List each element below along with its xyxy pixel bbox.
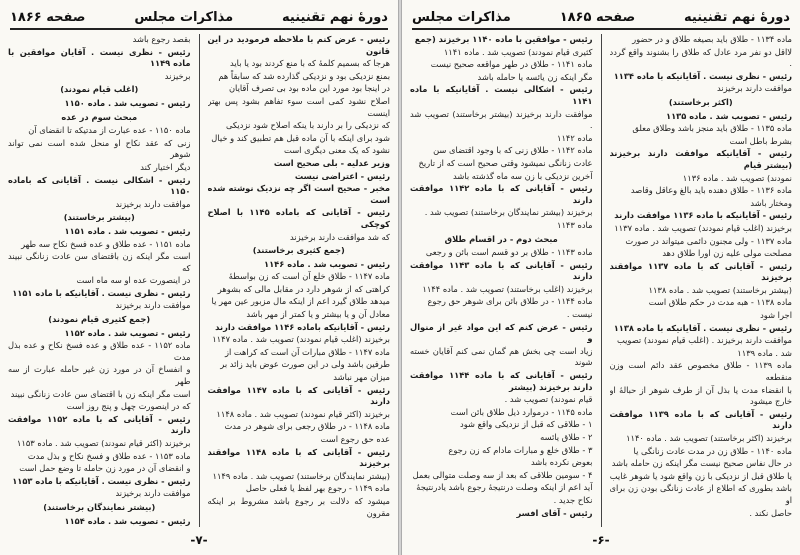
text-line: در اینجا بود مورد این ماده بود بی تصرف آقایان — [228, 83, 390, 94]
text-line: رئیس - تصویب شد . ماده ۱۱۵۰ — [64, 97, 191, 108]
text-line: برخیزند (اغلب قیام نمودند) تصویب شد . ماده ۱۱۳۷ — [614, 222, 792, 233]
text-line: ماده ۱۱۴۷ - طلاق خلع آن است که زن بواسطهٔ — [228, 271, 390, 282]
text-line: رئیس - آقایانی که با ماده ۱۱۴۷ موافقت دارند — [207, 384, 390, 407]
text-line: بقصد رجوع باشد — [132, 34, 191, 44]
text-line: رئیس - نظری نیست . آقایانیکه با ماده ۱۱۵۳ — [12, 475, 191, 486]
text-line: رئیس - تصویب شد . ماده ۱۱۵۴ — [64, 515, 191, 526]
text-line: که شد موافقت دارند برخیزند — [289, 231, 390, 242]
text-line: رئیس - آقایانیکه موافقت دارند برخیزند (بیشتر قیام — [609, 148, 792, 170]
text-line: شد . ماده ۱۱۳۹ — [737, 347, 792, 358]
text-line: رئیس - اشکالی نیست . آقایانی که باماده ۱۱۵۰ — [8, 174, 191, 197]
right-page-column-right — [610, 34, 793, 527]
text-line: مخبر - صحیح است اگر چه نزدیک نوشته شده است — [207, 183, 390, 205]
text-line: میزان مهر نباشد — [333, 372, 390, 383]
text-line: ومختار باشد — [750, 197, 792, 208]
text-line: ماده ۱۱۳۴ - طلاق باید بصیغه طلاق و در حضور — [632, 34, 792, 44]
left-page-number-label: صفحه ۱۸۶۶ — [10, 9, 86, 25]
left-page-column-right — [208, 34, 391, 527]
left-page-columns — [8, 34, 390, 527]
text-line: نیست . — [566, 309, 593, 320]
text-line: رئیس - آقایانی که با ماده ۱۱۴۴ موافقت دارند برخیزند (بیشتر — [410, 370, 593, 392]
text-line: عده حق رجوع است — [320, 434, 390, 444]
text-line: موافقت دارند برخیزند — [115, 488, 191, 499]
text-line: در حال نفاس صحیح نیست مگر اینکه زن حامله باشد — [611, 458, 792, 469]
left-page-column-left — [8, 34, 191, 527]
text-line: (اکثر برخاستند) — [668, 96, 733, 107]
text-line: ماده ۱۱۵۱ - عده طلاق و عده فسخ نکاح سه طهر — [21, 238, 191, 249]
text-line: در اینصورت عده او سه ماه است — [76, 275, 191, 286]
text-line: ۳ - طلاق خلع و مبارات مادام که زن رجوع — [448, 444, 593, 455]
text-line: که نزدیکی را بر دارند با ینکه اصلاح شود نزدیکی — [225, 120, 390, 131]
text-line: میدهد طلاق گیرد اعم از اینکه مال مزبور عین مهر یا — [211, 296, 390, 307]
text-line: بشرط باطل است — [729, 135, 792, 146]
text-line: ماده ۱۱۴۱ - طلاق در طهر مواقعه صحیح نیست — [430, 59, 593, 70]
text-line: کراهتی که از شوهر دارد در مقابل مالی که بشوهر — [217, 283, 390, 294]
text-line: نکاح جدید . — [553, 494, 593, 505]
text-line: ماده ۱۱۴۲ - طلاق زنی که با وجود اقتضای سن — [433, 145, 593, 156]
text-line: ۴ - سومین طلاقی که بعد از سه وصلت متوالی بعمل — [412, 469, 593, 480]
text-line: رئیس - اشکالی نیست . آقایانیکه با ماده ۱۱۴۱ — [410, 84, 593, 106]
text-line: ماده ۱۱۴۵ - درموارد ذیل طلاق بائن است — [450, 406, 593, 417]
text-line: ماده ۱۱۳۵ - طلاق باید منجز باشد وطلاق معلق — [632, 123, 792, 134]
text-line: و انفساخ آن در مورد زن غیر حامله عبارت از سه طهر — [8, 364, 191, 387]
text-line: وزیر عدلیه - بلی صحیح است — [273, 157, 390, 168]
left-page-title: مذاکرات مجلس — [134, 9, 234, 25]
text-line: بمنع نزدیکی بود و نزدیکی گذارده شد که سابقاً هم — [218, 70, 390, 81]
text-line: (بیشتر برخاستند) تصویب شد . ماده ۱۱۳۸ — [648, 284, 792, 295]
text-line: رئیس - آقایانی که با ماده ۱۱۴۸ موافقند برخیزند — [207, 446, 390, 469]
text-line: اجرا شود — [760, 310, 792, 321]
column-divider — [199, 34, 200, 527]
text-line: لااقل دو نفر مرد عادل که طلاق را بشنوند واقع گردد . — [609, 46, 792, 69]
text-line: رئیس - نظری نیست . آقایانیکه با ماده ۱۱۳۴ — [613, 70, 792, 81]
text-line: رئیس - آقایانی که باماده ۱۱۴۵ با اصلاح کوچکی — [207, 207, 390, 229]
text-line: موافقت دارند برخیزند — [115, 198, 191, 209]
text-line: است مگر اینکه زن باقتضای سن عادت زنانگی نبیند که — [8, 251, 191, 273]
text-line: (بیشتر نمایندگان برخاستند) — [43, 501, 156, 512]
text-line: ماده ۱۱۳۶ - طلاق دهنده باید بالغ وعاقل وقاصد — [630, 185, 792, 196]
text-line: شود برای اینکه با آن ماده قبل هم تطبیق کند و خیال — [211, 132, 390, 143]
text-line: رئیس - تصویب شد . ماده ۱۱۴۶ — [264, 258, 390, 269]
text-line: قیام نمودند) تصویب شد . — [504, 394, 593, 405]
right-page-number-label: صفحه ۱۸۶۵ — [559, 9, 636, 25]
text-line: مبحث دوم - در اقسام طلاق — [444, 233, 558, 244]
text-line: موافقت دارند برخیزند . (اغلب قیام نمودند) تصویب — [616, 335, 792, 346]
text-line: طرفین باشد ولی در این صورت عوض باید زائد بر — [220, 359, 390, 370]
text-line: ماده ۱۱۴۳ - طلاق بر دو قسم است بائن و رجعی — [425, 247, 593, 258]
text-line: با انقضاء مدت یا بذل آن از طرف شوهر از حبالهٔ او خارج میشود — [609, 384, 792, 407]
text-line: رئیس - نظری نیست . آقایانیکه با ماده ۱۱۳۸ — [613, 322, 792, 333]
text-line: (جمع کثیری قیام نمودند) — [48, 314, 151, 325]
text-line: موافقت دارند برخیزند — [115, 300, 191, 311]
text-line: زیاد است چی بخش هم گمان نمی کنم آقایان خسته شوند — [410, 345, 593, 368]
text-line: رئیس - آقایانی که با ماده ۱۱۴۳ موافقت دارند — [410, 259, 593, 282]
left-page — [0, 0, 399, 555]
left-page-folio: -۷- — [190, 533, 208, 547]
text-line: رئیس - تصویب شد . ماده ۱۱۳۵ — [666, 110, 792, 121]
text-line: (اغلب قیام نمودند) — [60, 84, 139, 95]
text-line: حاصل نکند . — [749, 507, 792, 518]
text-line: آید اعم از اینکه وصلت درنتیجهٔ رجوع باشد یادرنتیجهٔ — [416, 482, 593, 493]
text-line: رئیس - آقایانی که با ماده ۱۱۵۲ موافقت دارند — [8, 413, 191, 436]
text-line: برخیزند (بیشتر نمایندگان برخاستند) تصویب شد . — [424, 207, 593, 218]
text-line: برخیزند (اکثر برخاستند) تصویب شد . ماده ۱۱۴۰ — [626, 433, 792, 443]
text-line: ماده ۱۱۵۰ - عده عبارت از مدتیکه تا انقضای آن — [28, 125, 191, 136]
text-line: ماده ۱۱۳۸ - هبه مدت در حکم طلاق است — [648, 297, 792, 308]
right-page-folio: -۶- — [592, 533, 610, 547]
right-page-title: مذاکرات مجلس — [412, 9, 511, 25]
text-line: موافقت دارند برخیزند — [716, 83, 792, 94]
text-line: زنی که عقد نکاح او منحل شده است نمی تواند شوهر — [8, 137, 191, 160]
text-line: رئیس - تصویب شد . ماده ۱۱۵۱ — [64, 225, 191, 236]
text-line: (بیشتر نمایندگان برخاستند) تصویب شد . ماده ۱۱۴۹ — [212, 470, 390, 481]
text-line: برخیزند — [164, 70, 191, 81]
text-line: رئیس - نظری نیست . آقایان موافقین با ماده ۱۱۴۹ — [8, 46, 191, 69]
text-line: برخیزند (اکثر قیام نمودند) تصویب شد . ماده ۱۱۴۸ — [216, 408, 390, 419]
text-line: یا طلاق قبل از نزدیکی با زن واقع شود یا شوهر غایب — [609, 470, 792, 481]
text-line: ماده ۱۱۴۴ - در طلاق بائن برای شوهر حق رجوع — [427, 296, 593, 307]
text-line: هرجا که بسمیم کلمهٔ که با منع کردند بود یا باید — [230, 58, 390, 69]
right-page-session: دورهٔ نهم تقنینیه — [684, 9, 790, 25]
text-line: رئیس - آقایانی که با ماده ۱۱۴۲ موافقت دارند — [410, 183, 593, 205]
text-line: است مگر اینکه زن با اقتضای سن عادت زنانگی نبیند — [10, 388, 191, 399]
text-line: نمودند) تصویب شد . ماده ۱۱۳۶ — [682, 172, 792, 183]
text-line: نشود که یک معنی دیگری است — [284, 145, 390, 156]
right-page-column-left — [410, 34, 593, 527]
text-line: ماده ۱۱۴۳ — [557, 219, 593, 230]
text-line: که در اینصورت چهل و پنج روز است — [66, 401, 191, 412]
text-line: رئیس - عرض کنم که این مواد غیر از منوال و — [410, 321, 593, 344]
text-line: موافقت دارند برخیزند (بیشتر برخاستند) تصویب شد . — [410, 108, 593, 131]
left-page-header — [10, 6, 388, 30]
text-line: بعوض نکرده باشد — [530, 457, 593, 468]
text-line: رئیس - موافقین با ماده ۱۱۴۰ برخیزند (جمع — [414, 34, 593, 44]
text-line: ماده ۱۱۴۷ - طلاق مبارات آن است که کراهت از — [224, 346, 390, 357]
text-line: ماده ۱۱۳۹ - طلاق مخصوص عقد دائم است وزن منقطعه — [609, 360, 792, 383]
text-line: مگر اینکه زن یائسه یا حامله باشد — [477, 71, 593, 82]
text-line: ۲ - طلاق یائسه — [540, 432, 593, 442]
text-line: مصلحت مولی علیه زن اورا طلاق دهد — [662, 248, 792, 259]
left-page-session: دورهٔ نهم تقنینیه — [282, 9, 388, 25]
text-line: باشد بطوری که اطلاع از عادت زنانگی بودن زن برای او — [609, 483, 792, 505]
text-line: ماده ۱۱۴۸ - در طلاق رجعی برای شوهر در مدت — [224, 421, 390, 432]
text-line: ماده ۱۱۴۲ — [557, 132, 593, 143]
right-page-header — [412, 6, 790, 30]
text-line: (جمع کثیری برخاستند) — [252, 245, 345, 256]
text-line: رئیس - اعتراضی نیست — [294, 170, 390, 181]
text-line: ماده ۱۱۴۰ - طلاق زن در مدت عادت زنانگی یا — [633, 445, 792, 456]
text-line: کثیری قیام نمودند) تصویب شد . ماده ۱۱۴۱ — [443, 46, 593, 57]
text-line: رئیس - تصویب شد . ماده ۱۱۵۲ — [64, 327, 191, 338]
text-line: مبحث سوم در عده — [61, 111, 138, 122]
text-line: ۱ - طلاقی که قبل از نزدیکی واقع شود — [460, 419, 593, 430]
text-line: رئیس - آقایانیکه باماده ۱۱۴۶ موافقت دارند — [215, 321, 390, 332]
text-line: دیگر اختیار کند — [140, 161, 191, 172]
text-line: رئیس - آقای افسر — [516, 507, 593, 518]
text-line: میشود که دلالت بر رجوع باشد مشروط بر اینکه مقرون — [207, 495, 390, 518]
text-line: رئیس - عرض کنم با ملاحظه فرمودید در این قانون — [207, 34, 390, 56]
text-line: برخیزند (اکثر قیام نمودند) تصویب شد . ماده ۱۱۵۳ — [16, 438, 191, 448]
text-line: ماده ۱۱۴۹ - رجوع بهر لفظ یا فعلی حاصل — [245, 483, 390, 494]
text-line: ماده ۱۱۳۷ - ولی مجنون دائمی میتواند در صورت — [625, 235, 792, 246]
text-line: رئیس - نظری نیست . آقایانیکه با ماده ۱۱۵۱ — [12, 287, 191, 298]
text-line: آخرین نزدیکی با زن سه ماه گذشته باشد — [453, 170, 593, 181]
text-line: اصلاح نشود کمی است سوء تفاهم بشود پس بهتر اینست — [207, 95, 390, 118]
text-line: ماده ۱۱۵۲ - عده طلاق و عده فسخ نکاح و عده بذل مدت — [8, 340, 191, 362]
column-divider — [601, 34, 602, 527]
text-line: رئیس - آقایانی که با ماده ۱۱۳۹ موافقت دارند — [609, 408, 792, 431]
text-line: رئیس - آقایانیکه با ماده ۱۱۳۶ موافقت دارند — [614, 210, 792, 221]
text-line: برخیزند (اغلب برخاستند) تصویب شد . ماده ۱۱۴۴ — [422, 283, 593, 294]
text-line: و انقضای آن در مورد زن حامله تا وضع حمل است — [19, 463, 191, 474]
text-line: عادت زنانگی نمیشود وقتی صحیح است که از تاریخ — [418, 157, 593, 168]
text-line: ماده ۱۱۵۳ - عده طلاق و فسخ نکاح و بذل مدت — [27, 450, 191, 461]
text-line: برخیزند (اغلب قیام نمودند) تصویب شد . ماده ۱۱۴۷ — [212, 334, 390, 345]
right-page-columns — [410, 34, 792, 527]
right-page — [402, 0, 800, 555]
text-line: رئیس - آقایانی که با ماده ۱۱۳۷ موافقند برخیزند — [609, 260, 792, 283]
text-line: معادل آن و یا بیشتر و یا کمتر از مهر باشد — [246, 309, 390, 320]
text-line: (بیشتر برخاستند) — [63, 212, 135, 223]
